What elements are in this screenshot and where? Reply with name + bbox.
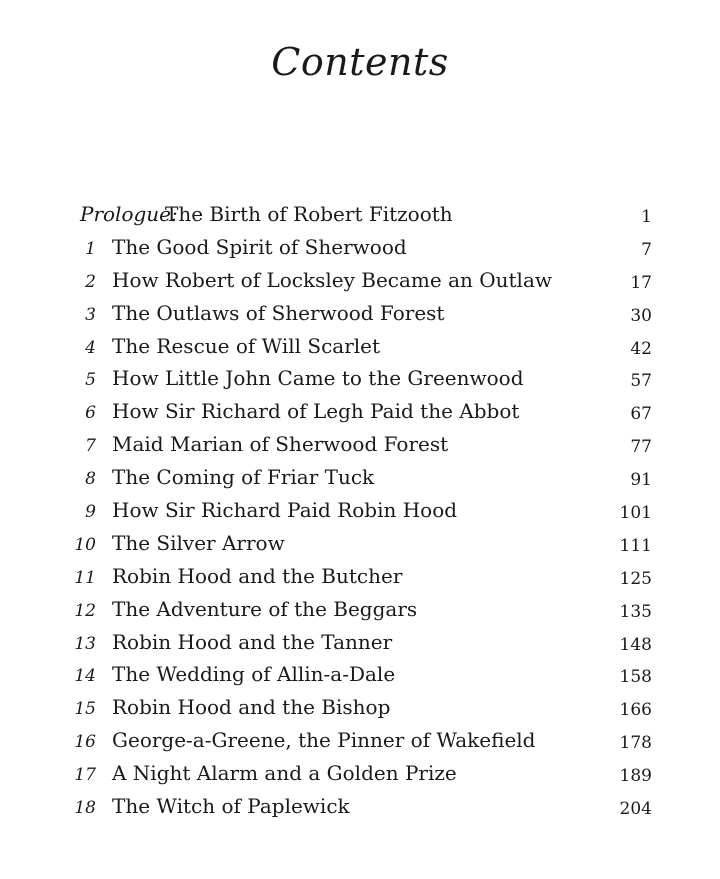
- entry-title: The Good Spirit of Sherwood: [112, 234, 407, 259]
- page-number: 178: [619, 733, 652, 754]
- chapter-number: 15: [74, 699, 96, 720]
- chapter-number: 2: [85, 271, 96, 292]
- entry-title: The Birth of Robert Fitzooth: [165, 202, 453, 226]
- page-number: 204: [619, 799, 652, 820]
- page-number: 30: [630, 305, 652, 326]
- chapter-number: 16: [74, 732, 96, 753]
- entry-title: The Coming of Friar Tuck: [112, 465, 375, 490]
- entry-title: The Silver Arrow: [112, 530, 285, 555]
- entry-title: The Outlaws of Sherwood Forest: [112, 300, 445, 325]
- chapter-number: 9: [85, 502, 96, 523]
- page-number: 111: [619, 535, 652, 556]
- chapter-number: 5: [85, 370, 96, 391]
- page-number: 42: [630, 338, 652, 359]
- toc-entry[interactable]: [0, 330, 720, 363]
- chapter-number: 14: [74, 666, 96, 687]
- page-number: 166: [619, 700, 652, 721]
- page-number: 67: [630, 404, 652, 425]
- entry-title: How Sir Richard Paid Robin Hood: [112, 498, 458, 523]
- page-number: 158: [619, 667, 652, 688]
- toc-entry[interactable]: [0, 560, 720, 593]
- entry-title: How Little John Came to the Greenwood: [112, 366, 524, 391]
- chapter-number: 10: [74, 534, 96, 555]
- toc-entry[interactable]: [0, 231, 720, 264]
- chapter-number: 13: [74, 633, 96, 654]
- chapter-number: 8: [85, 469, 96, 490]
- page-number: 101: [619, 503, 652, 524]
- toc-entry[interactable]: [0, 527, 720, 560]
- toc-entry[interactable]: [0, 428, 720, 461]
- toc-entry-prologue[interactable]: [0, 198, 720, 231]
- prologue-label: Prologue:: [80, 202, 178, 226]
- entry-title: A Night Alarm and a Golden Prize: [112, 761, 457, 786]
- chapter-number: 12: [74, 600, 96, 621]
- entry-title: The Rescue of Will Scarlet: [112, 333, 381, 358]
- toc-entry[interactable]: [0, 461, 720, 494]
- chapter-number: 3: [85, 304, 96, 325]
- chapter-number: 17: [74, 765, 96, 786]
- chapter-number: 6: [85, 403, 96, 424]
- entry-title: George-a-Greene, the Pinner of Wakefield: [112, 728, 536, 753]
- page-number: 148: [619, 634, 652, 655]
- chapter-number: 18: [74, 798, 96, 819]
- page-number: 189: [619, 766, 652, 787]
- page-number: 125: [619, 568, 652, 589]
- toc-entry[interactable]: [0, 297, 720, 330]
- entry-title: The Wedding of Allin-a-Dale: [112, 662, 396, 687]
- page-number: 77: [630, 437, 652, 458]
- toc-entry[interactable]: [0, 658, 720, 691]
- entry-title: The Adventure of the Beggars: [112, 596, 418, 621]
- chapter-number: 7: [85, 436, 96, 457]
- entry-title: Robin Hood and the Butcher: [112, 563, 403, 588]
- table-of-contents: [0, 198, 720, 823]
- chapter-number: 4: [85, 337, 96, 358]
- toc-entry[interactable]: [0, 593, 720, 626]
- entry-title: How Robert of Locksley Became an Outlaw: [112, 267, 552, 292]
- page-number: 17: [630, 272, 652, 293]
- toc-entry[interactable]: [0, 691, 720, 724]
- entry-title: The Witch of Paplewick: [112, 794, 350, 819]
- toc-entry[interactable]: [0, 395, 720, 428]
- chapter-number: 1: [85, 238, 96, 259]
- toc-entry[interactable]: [0, 626, 720, 659]
- page-number: 1: [641, 207, 652, 227]
- chapter-number: 11: [74, 567, 96, 588]
- toc-entry[interactable]: [0, 790, 720, 823]
- page-number: 7: [641, 239, 652, 260]
- entry-title: Maid Marian of Sherwood Forest: [112, 432, 449, 457]
- page-number: 57: [630, 371, 652, 392]
- toc-entry[interactable]: [0, 757, 720, 790]
- toc-entry[interactable]: [0, 724, 720, 757]
- page-number: 91: [630, 470, 652, 491]
- page-number: 135: [619, 601, 652, 622]
- toc-entry[interactable]: [0, 264, 720, 297]
- toc-entry[interactable]: [0, 494, 720, 527]
- page-title: Contents: [271, 40, 449, 84]
- toc-entry[interactable]: [0, 362, 720, 395]
- entry-title: Robin Hood and the Bishop: [112, 695, 391, 720]
- entry-title: How Sir Richard of Legh Paid the Abbot: [112, 399, 520, 424]
- entry-title: Robin Hood and the Tanner: [112, 629, 393, 654]
